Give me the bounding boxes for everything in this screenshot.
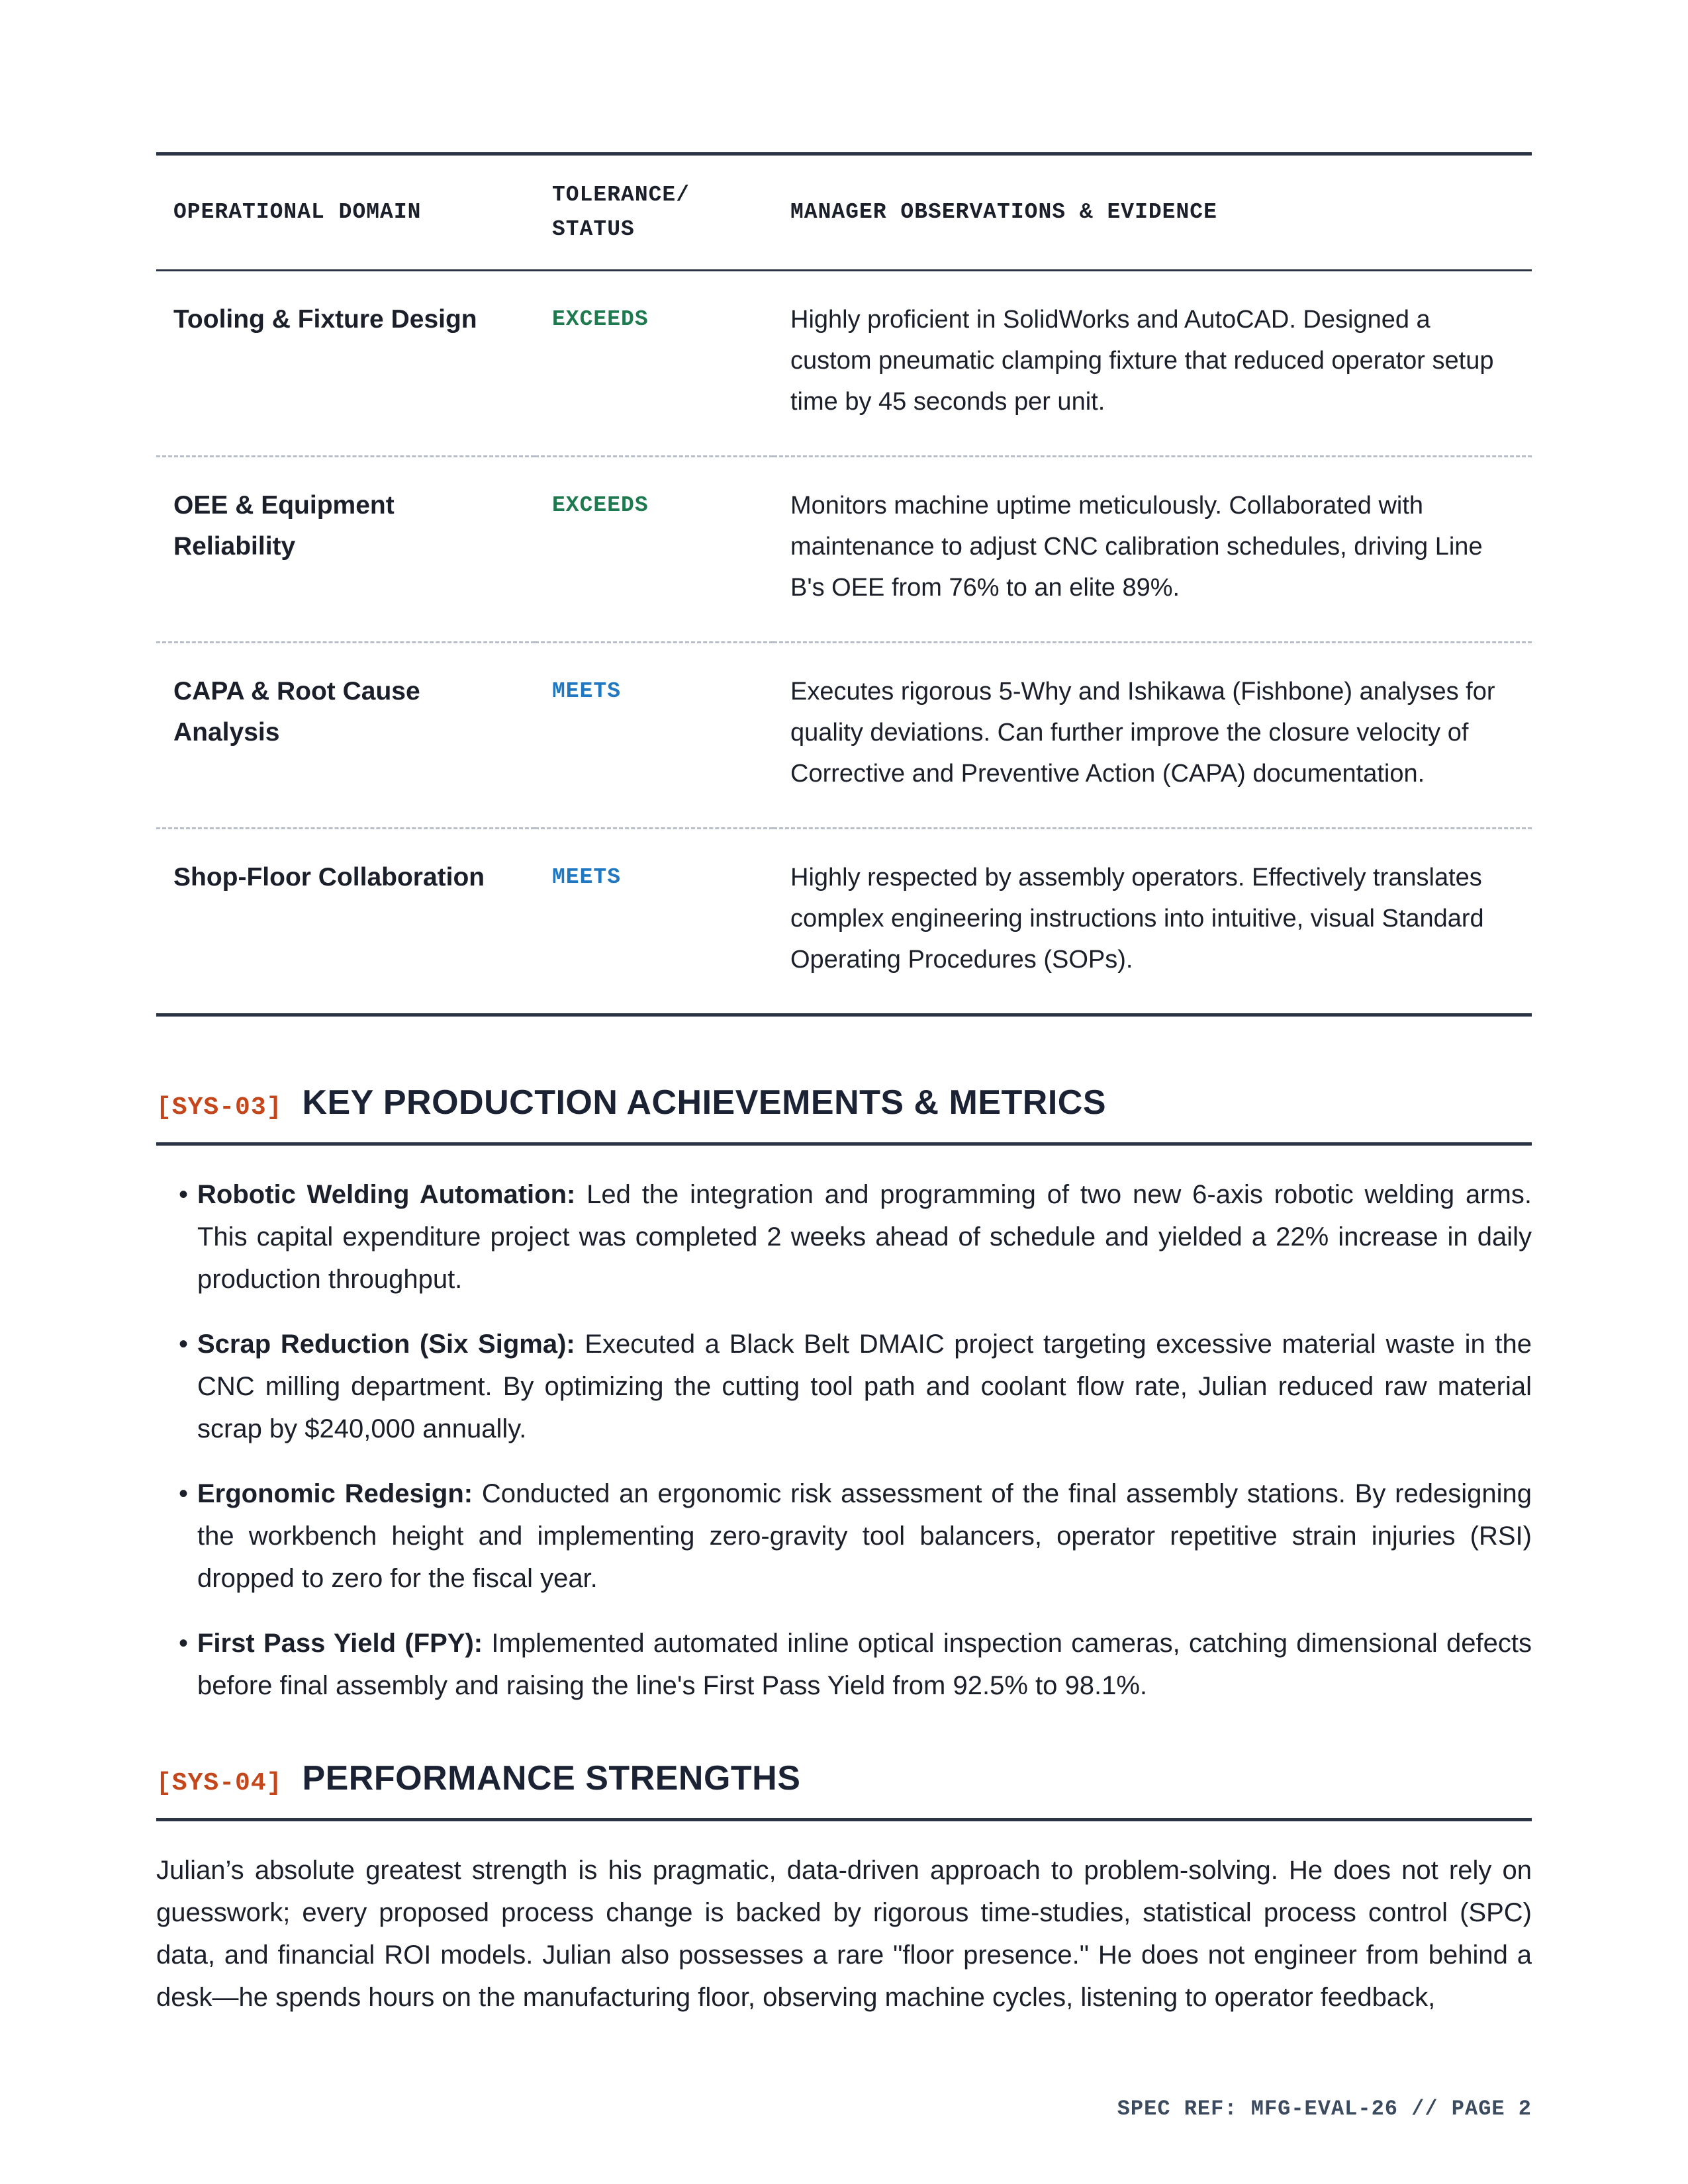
table-header-row: [156, 154, 1532, 271]
evaluation-table: [156, 152, 1532, 1017]
section-tag: [SYS-03]: [156, 1093, 283, 1122]
header-status-line2: STATUS: [552, 217, 635, 242]
achievement-text: Executed a Black Belt DMAIC project targeting excessive material waste in the CNC milling department. By optimizing the cutting tool path and coolant flow rate, Julian reduced raw material scrap by $240,000 annually.: [197, 1330, 1532, 1443]
table-row: [156, 271, 1532, 457]
status-badge: MEETS: [552, 865, 622, 889]
section-header-achievements: [156, 1083, 1532, 1146]
document-page: [156, 152, 1532, 2019]
table-row: [156, 643, 1532, 829]
list-item: [156, 1173, 1532, 1300]
achievement-text: Conducted an ergonomic risk assessment of the final assembly stations. By redesigning the workbench height and implementing zero-gravity tool balancers, operator repetitive strain injuries (RSI) dropped to zero for the fiscal year.: [197, 1479, 1532, 1593]
achievement-text: Led the integration and programming of two new 6-axis robotic welding arms. This capital expenditure project was completed 2 weeks ahead of schedule and yielded a 22% increase in daily production throughput.: [197, 1180, 1532, 1294]
section-title: KEY PRODUCTION ACHIEVEMENTS & METRICS: [302, 1083, 1107, 1122]
observation-cell: Executes rigorous 5-Why and Ishikawa (Fishbone) analyses for quality deviations. Can further improve the closure velocity of Corrective and Preventive Action (CAPA) documentation.: [773, 643, 1532, 829]
section-header-strengths: [156, 1758, 1532, 1821]
achievement-label: Robotic Welding Automation:: [197, 1180, 576, 1209]
strengths-paragraph: Julian’s absolute greatest strength is his pragmatic, data-driven approach to problem-solving. He does not rely on guesswork; every proposed process change is backed by rigorous time-studies, statistical process control (SPC) data, and financial ROI models. Julian also possesses a rare "floor presence." He does not engineer from behind a desk—he spends hours on the manufacturing floor, observing machine cycles, listening to operator feedback,: [156, 1856, 1532, 2012]
bullet-icon: •: [179, 1330, 189, 1359]
bullet-icon: •: [179, 1629, 189, 1658]
page-footer: SPEC REF: MFG-EVAL-26 // PAGE 2: [1117, 2097, 1532, 2121]
section-title: PERFORMANCE STRENGTHS: [302, 1759, 801, 1797]
header-operational-domain: OPERATIONAL DOMAIN: [156, 154, 535, 271]
observation-cell: Monitors machine uptime meticulously. Collaborated with maintenance to adjust CNC calibration schedules, driving Line B's OEE from 76% to an elite 89%.: [773, 457, 1532, 643]
header-manager-observations: MANAGER OBSERVATIONS & EVIDENCE: [773, 154, 1532, 271]
table-row: [156, 457, 1532, 643]
achievement-label: Ergonomic Redesign:: [197, 1479, 473, 1508]
domain-cell: CAPA & Root Cause Analysis: [156, 643, 535, 829]
status-badge: EXCEEDS: [535, 457, 773, 643]
observation-cell: Highly proficient in SolidWorks and AutoCAD. Designed a custom pneumatic clamping fixture that reduced operator setup time by 45 seconds per unit.: [773, 271, 1532, 457]
list-item: [156, 1323, 1532, 1450]
domain-cell: Shop-Floor Collaboration: [173, 863, 485, 891]
observation-cell: Highly respected by assembly operators. Effectively translates complex engineering instructions into intuitive, visual Standard Operating Procedures (SOPs).: [790, 864, 1484, 974]
bullet-icon: •: [179, 1479, 189, 1508]
header-tolerance-status: [535, 154, 773, 271]
header-status-line1: TOLERANCE/: [552, 183, 690, 207]
domain-cell: Tooling & Fixture Design: [156, 271, 535, 457]
achievement-text: Implemented automated inline optical inspection cameras, catching dimensional defects before final assembly and raising the line's First Pass Yield from 92.5% to 98.1%.: [197, 1629, 1532, 1700]
list-item: [156, 1473, 1532, 1600]
status-badge: MEETS: [535, 643, 773, 829]
status-badge: EXCEEDS: [535, 271, 773, 457]
list-item: [156, 1622, 1532, 1707]
bullet-icon: •: [179, 1180, 189, 1209]
domain-cell: OEE & Equipment Reliability: [156, 457, 535, 643]
achievement-label: Scrap Reduction (Six Sigma):: [197, 1330, 575, 1359]
section-tag: [SYS-04]: [156, 1769, 283, 1797]
achievements-list: [156, 1173, 1532, 1707]
table-row: [156, 829, 1532, 1015]
achievement-label: First Pass Yield (FPY):: [197, 1629, 483, 1658]
